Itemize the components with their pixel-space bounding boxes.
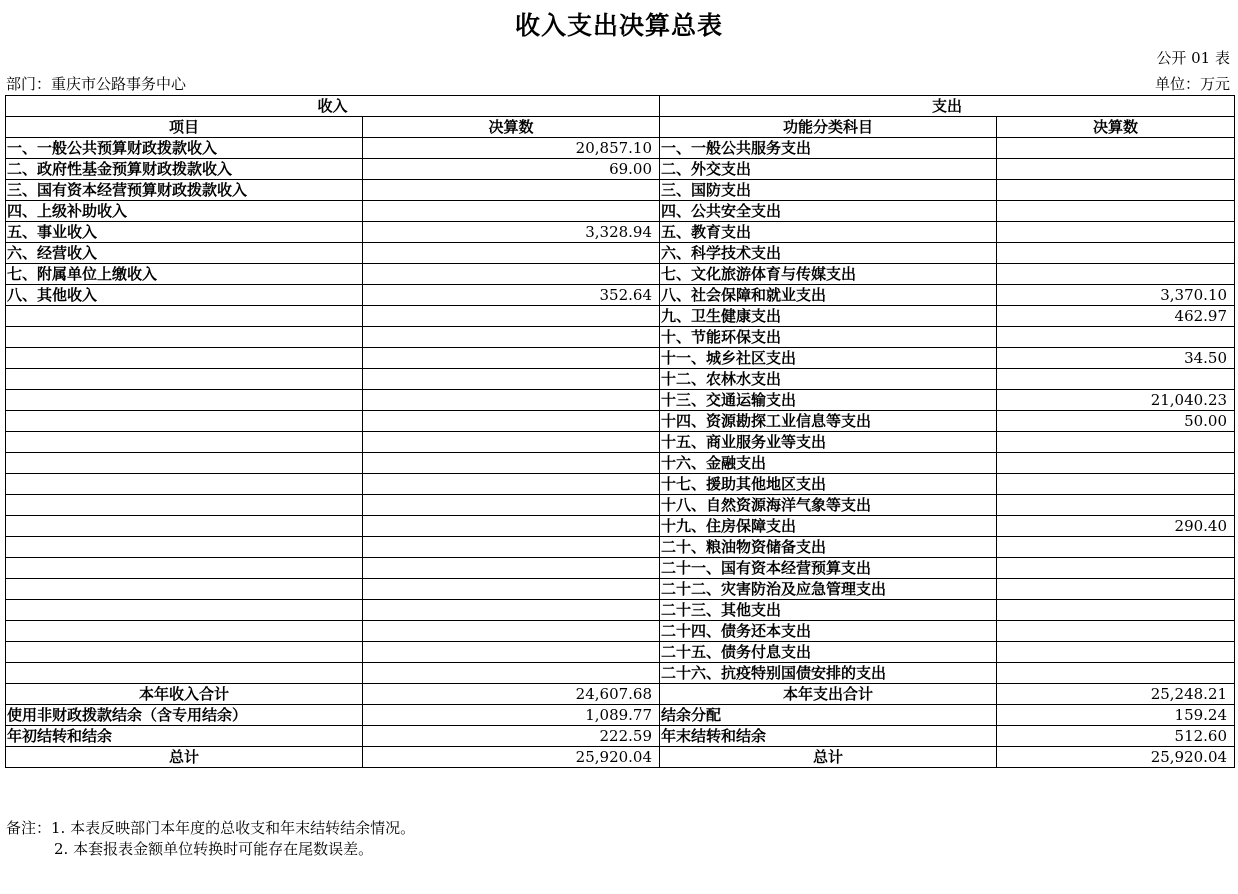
income-item-cell: 一、一般公共预算财政拨款收入 (6, 138, 363, 159)
table-row (6, 411, 1235, 432)
income-amount-cell: 69.00 (363, 159, 660, 180)
table-row (6, 201, 1235, 222)
expense-item-cell: 十、节能环保支出 (660, 327, 997, 348)
expense-amount-cell (997, 663, 1235, 684)
table-row (6, 264, 1235, 285)
table-row (6, 516, 1235, 537)
expense-item-cell: 十八、自然资源海洋气象等支出 (660, 495, 997, 516)
income-item-cell (6, 369, 363, 390)
income-amount-cell (363, 495, 660, 516)
income-item-header: 项目 (6, 117, 363, 138)
expense-amount-cell: 462.97 (997, 306, 1235, 327)
expense-item-cell: 二十六、抗疫特别国债安排的支出 (660, 663, 997, 684)
income-amount-cell (363, 306, 660, 327)
expense-item-cell: 十七、援助其他地区支出 (660, 474, 997, 495)
expense-amount-header: 决算数 (997, 117, 1235, 138)
grand-total-row (6, 747, 1235, 768)
end-balance-label: 年末结转和结余 (660, 726, 997, 747)
income-year-total-label: 本年收入合计 (6, 684, 363, 705)
income-amount-cell (363, 453, 660, 474)
expense-amount-cell: 3,370.10 (997, 285, 1235, 306)
table-row (6, 537, 1235, 558)
grand-total-income-value: 25,920.04 (363, 747, 660, 768)
expense-item-cell: 十四、资源勘探工业信息等支出 (660, 411, 997, 432)
income-amount-cell (363, 474, 660, 495)
expense-item-cell: 二十五、债务付息支出 (660, 642, 997, 663)
income-amount-cell (363, 642, 660, 663)
expense-amount-cell (997, 600, 1235, 621)
income-item-cell: 六、经营收入 (6, 243, 363, 264)
expense-year-total-label: 本年支出合计 (660, 684, 997, 705)
expense-item-cell: 三、国防支出 (660, 180, 997, 201)
income-amount-cell (363, 558, 660, 579)
expense-amount-cell (997, 495, 1235, 516)
expense-item-cell: 八、社会保障和就业支出 (660, 285, 997, 306)
income-item-cell (6, 642, 363, 663)
expense-item-cell: 四、公共安全支出 (660, 201, 997, 222)
income-item-cell: 二、政府性基金预算财政拨款收入 (6, 159, 363, 180)
income-section-header: 收入 (6, 96, 660, 117)
expense-amount-cell (997, 432, 1235, 453)
expense-amount-cell (997, 327, 1235, 348)
income-amount-cell (363, 201, 660, 222)
non-fiscal-label: 使用非财政拨款结余（含专用结余） (6, 705, 363, 726)
income-item-cell (6, 579, 363, 600)
expense-item-cell: 六、科学技术支出 (660, 243, 997, 264)
expense-item-cell: 七、文化旅游体育与传媒支出 (660, 264, 997, 285)
table-row (6, 579, 1235, 600)
table-row (6, 138, 1235, 159)
surplus-distribution-label: 结余分配 (660, 705, 997, 726)
expense-item-cell: 十二、农林水支出 (660, 369, 997, 390)
income-amount-cell (363, 579, 660, 600)
surplus-distribution-value: 159.24 (997, 705, 1235, 726)
expense-amount-cell: 50.00 (997, 411, 1235, 432)
income-expense-table (5, 95, 1235, 768)
income-amount-cell (363, 180, 660, 201)
income-amount-cell (363, 348, 660, 369)
note-line: 备注：1. 本表反映部门本年度的总收支和年末结转结余情况。 (6, 819, 416, 837)
expense-amount-cell: 290.40 (997, 516, 1235, 537)
department-label: 部门：重庆市公路事务中心 (6, 75, 187, 93)
table-row (6, 600, 1235, 621)
expense-item-cell: 十五、商业服务业等支出 (660, 432, 997, 453)
income-item-cell (6, 663, 363, 684)
income-amount-cell (363, 537, 660, 558)
income-amount-cell: 20,857.10 (363, 138, 660, 159)
table-row (6, 327, 1235, 348)
income-amount-cell (363, 369, 660, 390)
expense-amount-cell: 21,040.23 (997, 390, 1235, 411)
table-row (6, 453, 1235, 474)
income-year-total-value: 24,607.68 (363, 684, 660, 705)
income-amount-cell (363, 516, 660, 537)
table-row (6, 159, 1235, 180)
table-row (6, 285, 1235, 306)
end-balance-value: 512.60 (997, 726, 1235, 747)
expense-amount-cell (997, 243, 1235, 264)
expense-item-cell: 十九、住房保障支出 (660, 516, 997, 537)
form-number: 公开 01 表 (1156, 49, 1230, 67)
table-row (6, 663, 1235, 684)
unit-label: 单位：万元 (1154, 75, 1230, 93)
income-item-cell (6, 558, 363, 579)
expense-section-header: 支出 (660, 96, 1235, 117)
expense-item-cell: 二、外交支出 (660, 159, 997, 180)
note-line: 2. 本套报表金额单位转换时可能存在尾数误差。 (54, 840, 374, 858)
income-item-cell (6, 621, 363, 642)
income-amount-cell (363, 264, 660, 285)
table-row (6, 495, 1235, 516)
income-amount-cell (363, 390, 660, 411)
expense-item-cell: 十一、城乡社区支出 (660, 348, 997, 369)
income-item-cell (6, 600, 363, 621)
income-item-cell: 四、上级补助收入 (6, 201, 363, 222)
expense-amount-cell (997, 558, 1235, 579)
table-row (6, 432, 1235, 453)
begin-balance-value: 222.59 (363, 726, 660, 747)
expense-year-total-value: 25,248.21 (997, 684, 1235, 705)
income-amount-cell (363, 600, 660, 621)
table-row (6, 222, 1235, 243)
table-row (6, 243, 1235, 264)
expense-amount-cell (997, 453, 1235, 474)
expense-item-cell: 二十三、其他支出 (660, 600, 997, 621)
expense-amount-cell (997, 642, 1235, 663)
income-amount-cell: 352.64 (363, 285, 660, 306)
income-item-cell (6, 516, 363, 537)
expense-item-cell: 九、卫生健康支出 (660, 306, 997, 327)
income-item-cell (6, 537, 363, 558)
income-item-cell (6, 495, 363, 516)
expense-amount-cell (997, 474, 1235, 495)
income-amount-cell (363, 432, 660, 453)
income-item-cell (6, 453, 363, 474)
expense-item-cell: 二十一、国有资本经营预算支出 (660, 558, 997, 579)
non-fiscal-value: 1,089.77 (363, 705, 660, 726)
table-row (6, 348, 1235, 369)
expense-item-header: 功能分类科目 (660, 117, 997, 138)
expense-amount-cell (997, 579, 1235, 600)
expense-item-cell: 二十、粮油物资储备支出 (660, 537, 997, 558)
income-amount-header: 决算数 (363, 117, 660, 138)
income-item-cell (6, 327, 363, 348)
expense-amount-cell (997, 264, 1235, 285)
grand-total-income-label: 总计 (6, 747, 363, 768)
table-row (6, 369, 1235, 390)
income-item-cell (6, 306, 363, 327)
income-amount-cell (363, 243, 660, 264)
expense-amount-cell (997, 222, 1235, 243)
table-row (6, 474, 1235, 495)
income-item-cell: 七、附属单位上缴收入 (6, 264, 363, 285)
income-item-cell: 三、国有资本经营预算财政拨款收入 (6, 180, 363, 201)
income-amount-cell: 3,328.94 (363, 222, 660, 243)
expense-item-cell: 十六、金融支出 (660, 453, 997, 474)
expense-item-cell: 五、教育支出 (660, 222, 997, 243)
income-item-cell (6, 348, 363, 369)
expense-amount-cell: 34.50 (997, 348, 1235, 369)
income-amount-cell (363, 411, 660, 432)
section-header-row (6, 96, 1235, 117)
expense-amount-cell (997, 201, 1235, 222)
income-amount-cell (363, 663, 660, 684)
grand-total-expense-label: 总计 (660, 747, 997, 768)
expense-item-cell: 二十二、灾害防治及应急管理支出 (660, 579, 997, 600)
begin-balance-label: 年初结转和结余 (6, 726, 363, 747)
table-row (6, 621, 1235, 642)
expense-item-cell: 十三、交通运输支出 (660, 390, 997, 411)
page-title: 收入支出决算总表 (514, 11, 723, 40)
expense-amount-cell (997, 180, 1235, 201)
income-item-cell (6, 411, 363, 432)
year-total-row (6, 684, 1235, 705)
table-row (6, 558, 1235, 579)
expense-item-cell: 一、一般公共服务支出 (660, 138, 997, 159)
income-item-cell (6, 432, 363, 453)
income-item-cell: 八、其他收入 (6, 285, 363, 306)
non-fiscal-row (6, 705, 1235, 726)
column-header-row (6, 117, 1235, 138)
table-row (6, 390, 1235, 411)
expense-item-cell: 二十四、债务还本支出 (660, 621, 997, 642)
income-amount-cell (363, 327, 660, 348)
table-row (6, 306, 1235, 327)
income-amount-cell (363, 621, 660, 642)
table-row (6, 642, 1235, 663)
expense-amount-cell (997, 369, 1235, 390)
income-item-cell: 五、事业收入 (6, 222, 363, 243)
grand-total-expense-value: 25,920.04 (997, 747, 1235, 768)
balance-row (6, 726, 1235, 747)
expense-amount-cell (997, 537, 1235, 558)
expense-amount-cell (997, 159, 1235, 180)
notes (6, 818, 415, 860)
expense-amount-cell (997, 621, 1235, 642)
expense-amount-cell (997, 138, 1235, 159)
income-item-cell (6, 390, 363, 411)
table-row (6, 180, 1235, 201)
income-item-cell (6, 474, 363, 495)
